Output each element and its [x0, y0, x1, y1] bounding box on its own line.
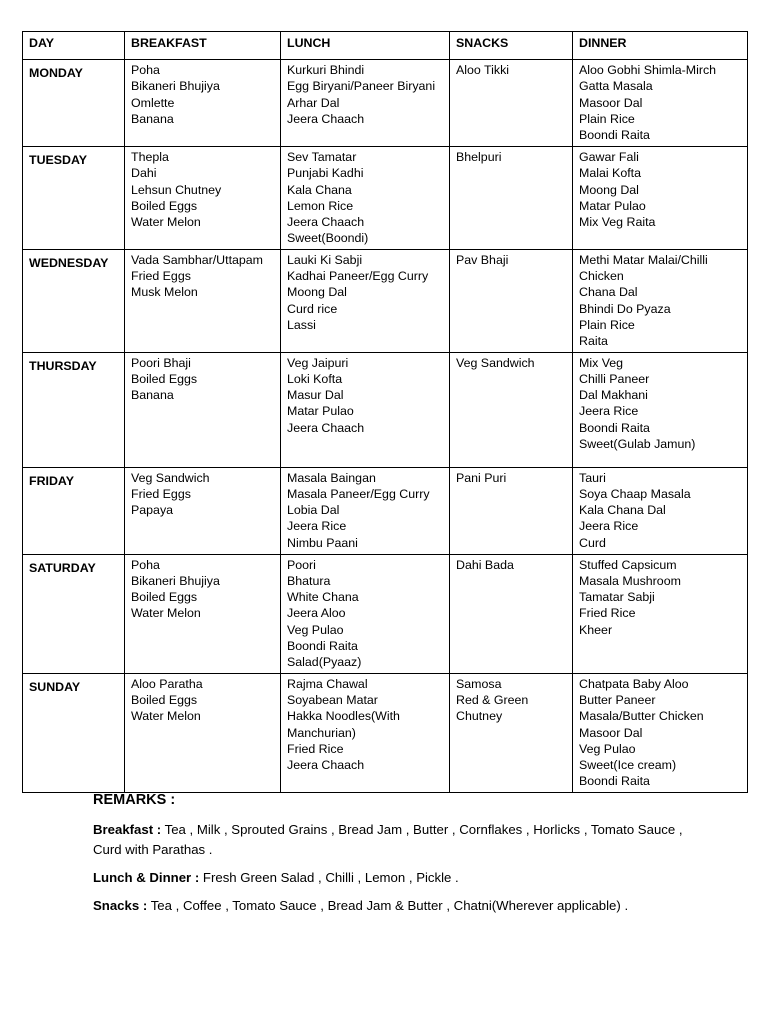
menu-item: Matar Pulao [287, 404, 354, 419]
menu-item: Musk Melon [131, 285, 198, 300]
menu-item: Masala Paneer/Egg Curry [287, 486, 430, 501]
menu-item: Fried Rice [287, 741, 344, 756]
menu-item: Chilli Paneer [579, 371, 650, 386]
menu-item: Lauki Ki Sabji [287, 252, 363, 267]
header-dinner: DINNER [573, 32, 748, 60]
snacks-cell [450, 554, 573, 673]
menu-item: Pani Puri [456, 470, 507, 485]
menu-item: Lassi [287, 317, 316, 332]
menu-item: Pav Bhaji [456, 252, 509, 267]
menu-item: Salad(Pyaaz) [287, 655, 362, 670]
table-row-friday [23, 467, 748, 554]
dinner-cell [573, 352, 748, 467]
menu-item: Nimbu Paani [287, 535, 358, 550]
dinner-cell [573, 467, 748, 554]
menu-item: Aloo Paratha [131, 676, 203, 691]
menu-item: Raita [579, 334, 608, 349]
menu-item: Fried Eggs [131, 269, 191, 284]
breakfast-cell [125, 60, 281, 147]
menu-item: Masoor Dal [579, 95, 643, 110]
menu-item: Masoor Dal [579, 725, 643, 740]
breakfast-cell [125, 673, 281, 792]
day-cell: MONDAY [23, 60, 125, 147]
menu-item: Sweet(Gulab Jamun) [579, 437, 696, 452]
menu-item: Jeera Chaach [287, 111, 365, 126]
menu-item: Matar Pulao [579, 198, 646, 213]
menu-item: Loki Kofta [287, 371, 343, 386]
menu-item: Rajma Chawal [287, 676, 368, 691]
table-row-saturday [23, 554, 748, 673]
remark-lunch-dinner [93, 868, 713, 888]
menu-item: Jeera Chaach [287, 758, 365, 773]
menu-item: Dahi Bada [456, 557, 514, 572]
menu-item: Boondi Raita [287, 639, 358, 654]
menu-item: Banana [131, 388, 174, 403]
menu-item: Gawar Fali [579, 150, 639, 164]
header-day: DAY [23, 32, 125, 60]
menu-item: Curd [579, 535, 606, 550]
dinner-cell [573, 60, 748, 147]
menu-item: Jeera Chaach [287, 420, 365, 435]
day-cell: SUNDAY [23, 673, 125, 792]
menu-item: Bhindi Do Pyaza [579, 301, 671, 316]
lunch-cell [281, 673, 450, 792]
menu-item: Mix Veg Raita [579, 215, 656, 230]
menu-item: Plain Rice [579, 317, 635, 332]
menu-item: Jeera Rice [287, 519, 347, 534]
menu-item: Moong Dal [579, 182, 639, 197]
menu-item: Omlette [131, 95, 175, 110]
menu-item: Tauri [579, 470, 606, 485]
menu-item: Hakka Noodles(With [287, 709, 400, 724]
menu-item: Thepla [131, 150, 169, 164]
menu-item: Stuffed Capsicum [579, 557, 677, 572]
menu-item: Boiled Eggs [131, 590, 198, 605]
menu-item: Sweet(Ice cream) [579, 758, 677, 773]
menu-item: Chatpata Baby Aloo [579, 676, 689, 691]
remarks-section [93, 792, 713, 924]
dinner-cell [573, 554, 748, 673]
menu-item: Samosa [456, 676, 502, 691]
menu-item: Masala Baingan [287, 470, 376, 485]
table-row-sunday [23, 673, 748, 792]
snacks-cell [450, 467, 573, 554]
menu-item: Methi Matar Malai/Chilli [579, 252, 708, 267]
menu-item: Plain Rice [579, 111, 635, 126]
menu-item: Red & Green [456, 692, 529, 707]
menu-item: Masur Dal [287, 388, 344, 403]
menu-item: Vada Sambhar/Uttapam [131, 252, 264, 267]
menu-item: Soya Chaap Masala [579, 486, 691, 501]
menu-item: Poha [131, 557, 160, 572]
menu-item: Veg Pulao [287, 622, 344, 637]
menu-item: Chutney [456, 709, 503, 724]
menu-item: Jeera Aloo [287, 606, 346, 621]
lunch-cell [281, 554, 450, 673]
menu-item: Chana Dal [579, 285, 638, 300]
table-body [23, 60, 748, 793]
menu-item: Dal Makhani [579, 388, 648, 403]
menu-item: Kala Chana [287, 182, 352, 197]
menu-item: Manchurian) [287, 725, 356, 740]
breakfast-cell [125, 467, 281, 554]
menu-item: Kurkuri Bhindi [287, 63, 365, 77]
menu-item: Mix Veg [579, 355, 624, 370]
table-row-tuesday [23, 147, 748, 250]
remark-snacks [93, 896, 713, 916]
menu-item: Fried Eggs [131, 486, 191, 501]
remark-snacks-label: Snacks : [93, 898, 148, 913]
header-breakfast: BREAKFAST [125, 32, 281, 60]
table-row-monday [23, 60, 748, 147]
menu-item: Water Melon [131, 606, 201, 621]
snacks-cell [450, 60, 573, 147]
table-row-wednesday [23, 249, 748, 352]
remark-breakfast-label: Breakfast : [93, 822, 162, 837]
menu-item: Jeera Rice [579, 404, 639, 419]
menu-item: Masala Mushroom [579, 573, 681, 588]
breakfast-cell [125, 554, 281, 673]
menu-item: Bikaneri Bhujiya [131, 79, 220, 94]
menu-item: Boiled Eggs [131, 198, 198, 213]
menu-item: Veg Sandwich [131, 470, 210, 485]
menu-item: Fried Rice [579, 606, 636, 621]
menu-item: Boiled Eggs [131, 692, 198, 707]
day-cell: WEDNESDAY [23, 249, 125, 352]
menu-item: Boiled Eggs [131, 371, 198, 386]
menu-item: Aloo Gobhi Shimla-Mirch [579, 63, 717, 77]
lunch-cell [281, 60, 450, 147]
breakfast-cell [125, 147, 281, 250]
menu-item: Bhatura [287, 573, 331, 588]
menu-item: Veg Jaipuri [287, 355, 349, 370]
header-snacks: SNACKS [450, 32, 573, 60]
remark-breakfast-text: Tea , Milk , Sprouted Grains , Bread Jam , Butter , Cornflakes , Horlicks , Tomato Sauce , Curd with Parathas . [93, 822, 683, 857]
remark-breakfast [93, 820, 713, 860]
menu-item: Malai Kofta [579, 166, 641, 181]
menu-item: Kheer [579, 622, 613, 637]
dinner-cell [573, 673, 748, 792]
menu-item: Chicken [579, 269, 624, 284]
menu-item: Veg Sandwich [456, 355, 535, 370]
menu-item: Sev Tamatar [287, 150, 357, 164]
remarks-title: REMARKS : [93, 792, 176, 808]
menu-item: Water Melon [131, 709, 201, 724]
menu-item: Bikaneri Bhujiya [131, 573, 220, 588]
menu-item: White Chana [287, 590, 359, 605]
menu-item: Lehsun Chutney [131, 182, 222, 197]
menu-item: Kala Chana Dal [579, 503, 666, 518]
menu-item: Veg Pulao [579, 741, 636, 756]
menu-item: Arhar Dal [287, 95, 340, 110]
menu-item: Egg Biryani/Paneer Biryani [287, 79, 436, 94]
menu-item: Papaya [131, 503, 174, 518]
menu-item: Poori [287, 557, 316, 572]
remark-snacks-text: Tea , Coffee , Tomato Sauce , Bread Jam & Butter , Chatni(Wherever applicable) . [150, 898, 629, 913]
menu-item: Lemon Rice [287, 198, 354, 213]
day-cell: THURSDAY [23, 352, 125, 467]
day-cell: FRIDAY [23, 467, 125, 554]
snacks-cell [450, 673, 573, 792]
snacks-cell [450, 147, 573, 250]
snacks-cell [450, 352, 573, 467]
menu-item: Punjabi Kadhi [287, 166, 364, 181]
menu-item: Kadhai Paneer/Egg Curry [287, 269, 429, 284]
menu-item: Banana [131, 111, 174, 126]
snacks-cell [450, 249, 573, 352]
header-lunch: LUNCH [281, 32, 450, 60]
menu-item: Sweet(Boondi) [287, 231, 369, 246]
menu-item: Aloo Tikki [456, 63, 510, 77]
menu-item: Water Melon [131, 215, 201, 230]
menu-item: Masala/Butter Chicken [579, 709, 704, 724]
menu-item: Moong Dal [287, 285, 347, 300]
menu-item: Soyabean Matar [287, 692, 378, 707]
weekly-menu-table [22, 31, 748, 793]
table-header-row [23, 32, 748, 60]
menu-item: Jeera Chaach [287, 215, 365, 230]
menu-item: Gatta Masala [579, 79, 653, 94]
lunch-cell [281, 249, 450, 352]
menu-item: Poori Bhaji [131, 355, 191, 370]
menu-item: Poha [131, 63, 160, 77]
menu-item: Boondi Raita [579, 774, 650, 789]
lunch-cell [281, 467, 450, 554]
dinner-cell [573, 249, 748, 352]
lunch-cell [281, 352, 450, 467]
remark-lunch-dinner-label: Lunch & Dinner : [93, 870, 200, 885]
menu-item: Tamatar Sabji [579, 590, 655, 605]
menu-item: Boondi Raita [579, 420, 650, 435]
menu-item: Boondi Raita [579, 128, 650, 143]
menu-item: Jeera Rice [579, 519, 639, 534]
dinner-cell [573, 147, 748, 250]
breakfast-cell [125, 352, 281, 467]
menu-item: Lobia Dal [287, 503, 340, 518]
table-row-thursday [23, 352, 748, 467]
day-cell: SATURDAY [23, 554, 125, 673]
remark-lunch-dinner-text: Fresh Green Salad , Chilli , Lemon , Pickle . [202, 870, 459, 885]
breakfast-cell [125, 249, 281, 352]
menu-item: Butter Paneer [579, 692, 656, 707]
menu-item: Bhelpuri [456, 150, 502, 164]
menu-item: Curd rice [287, 301, 338, 316]
lunch-cell [281, 147, 450, 250]
day-cell: TUESDAY [23, 147, 125, 250]
menu-item: Dahi [131, 166, 157, 181]
